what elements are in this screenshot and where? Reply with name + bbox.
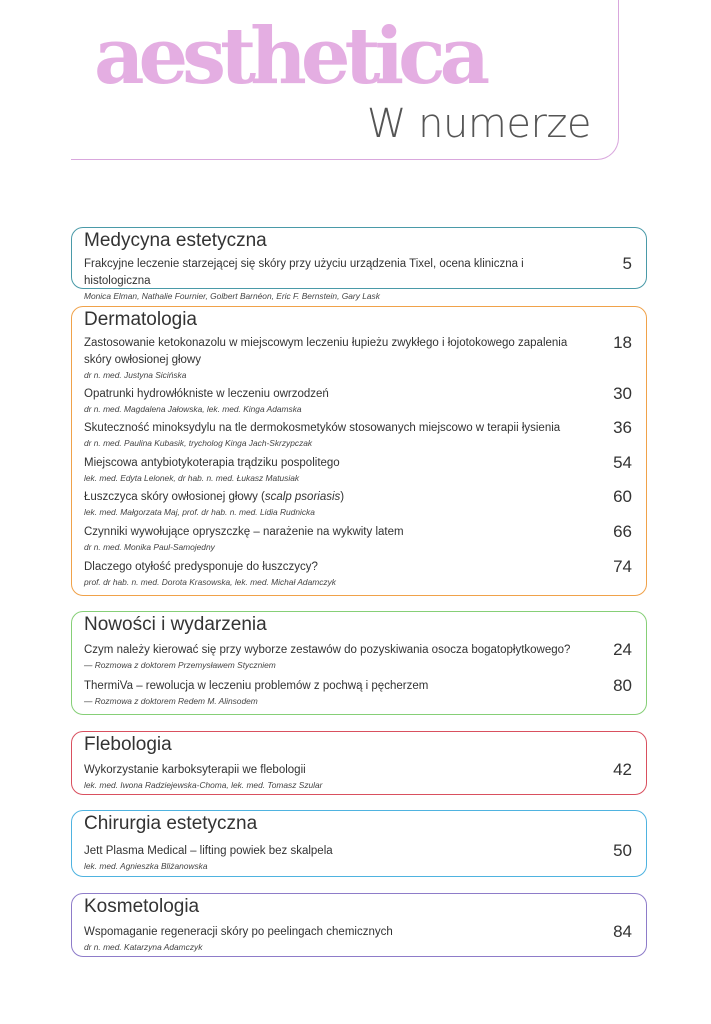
article-entry[interactable]	[84, 559, 632, 588]
page-number: 54	[613, 453, 632, 472]
article-title: ThermiVa – rewolucja w leczeniu problemów z pochwą i pęcherzem	[84, 680, 429, 692]
article-title: Czynniki wywołujące opryszczkę – narażenie na wykwity latem	[84, 526, 404, 538]
article-entry[interactable]	[84, 489, 632, 518]
section-title: Kosmetologia	[84, 896, 200, 917]
page-number: 74	[613, 557, 632, 576]
section-title: Medycyna estetyczna	[84, 230, 267, 251]
article-entry[interactable]	[84, 678, 632, 707]
article-title: Frakcyjne leczenie starzejącej się skóry przy użyciu urządzenia Tixel, ocena kliniczna i histologiczna	[84, 258, 524, 287]
article-entry[interactable]	[84, 762, 632, 791]
article-authors: dr n. med. Katarzyna Adamczyk	[84, 942, 203, 952]
article-authors: — Rozmowa z doktorem Redem M. Alinsodem	[84, 696, 258, 706]
page-number: 30	[613, 384, 632, 403]
section-dermatologia	[71, 306, 647, 596]
page-number: 24	[613, 640, 632, 659]
article-entry[interactable]	[84, 455, 632, 484]
article-authors: prof. dr hab. n. med. Dorota Krasowska, lek. med. Michał Adamczyk	[84, 577, 336, 587]
page-number: 18	[613, 333, 632, 352]
section-kosmetologia	[71, 893, 647, 957]
article-entry[interactable]	[84, 524, 632, 553]
article-title: Miejscowa antybiotykoterapia trądziku pospolitego	[84, 457, 340, 469]
brand-logo: aesthetica	[94, 11, 485, 102]
page-number: 60	[613, 487, 632, 506]
article-entry[interactable]	[84, 335, 632, 381]
page-number: 36	[613, 418, 632, 437]
section-flebologia	[71, 731, 647, 795]
article-authors: lek. med. Małgorzata Maj, prof. dr hab. n. med. Lidia Rudnicka	[84, 507, 315, 517]
article-title-italic: scalp psoriasis	[264, 491, 341, 503]
article-authors: dr n. med. Justyna Sicińska	[84, 370, 187, 380]
article-title	[84, 489, 632, 506]
section-title: Flebologia	[84, 734, 172, 755]
article-authors: dr n. med. Monika Paul-Samojedny	[84, 542, 215, 552]
page-title: W numerze	[366, 101, 591, 147]
article-title: Wykorzystanie karboksyterapii we flebologii	[84, 764, 306, 776]
section-title: Chirurgia estetyczna	[84, 813, 258, 834]
article-title: Jett Plasma Medical – lifting powiek bez skalpela	[84, 845, 333, 857]
page-number: 66	[613, 522, 632, 541]
article-entry[interactable]	[84, 256, 632, 302]
page-number: 42	[613, 760, 632, 779]
article-authors: Monica Elman, Nathalie Fournier, Golbert Barnéon, Eric F. Bernstein, Gary Lask	[84, 291, 380, 301]
article-title: Opatrunki hydrowłókniste w leczeniu owrzodzeń	[84, 388, 329, 400]
article-entry[interactable]	[84, 420, 632, 449]
section-chirurgia-estetyczna	[71, 810, 647, 877]
article-entry[interactable]	[84, 642, 632, 671]
article-title: Czym należy kierować się przy wyborze zestawów do pozyskiwania osocza bogatopłytkowego?	[84, 644, 571, 656]
article-title: Wspomaganie regeneracji skóry po peelingach chemicznych	[84, 926, 393, 938]
article-title: Skuteczność minoksydylu na tle dermokosmetyków stosowanych miejscowo w terapii łysienia	[84, 422, 561, 434]
page-number: 80	[613, 676, 632, 695]
article-authors: — Rozmowa z doktorem Przemysławem Styczniem	[84, 660, 276, 670]
article-title: Zastosowanie ketokonazolu w miejscowym leczeniu łupieżu zwykłego i łojotokowego zapalenia skóry owłosionej głowy	[84, 337, 568, 366]
article-authors: lek. med. Agnieszka Bliżanowska	[84, 861, 208, 871]
article-authors: lek. med. Edyta Lelonek, dr hab. n. med. Łukasz Matusiak	[84, 473, 300, 483]
article-authors: dr n. med. Magdalena Jałowska, lek. med. Kinga Adamska	[84, 404, 302, 414]
article-title: Dlaczego otyłość predysponuje do łuszczycy?	[84, 561, 318, 573]
page-number: 84	[613, 922, 632, 941]
section-nowosci-i-wydarzenia	[71, 611, 647, 715]
page-number: 50	[613, 841, 632, 860]
article-authors: dr n. med. Paulina Kubasik, trycholog Kinga Jach-Skrzypczak	[84, 438, 313, 448]
article-entry[interactable]	[84, 386, 632, 415]
page-number: 5	[622, 254, 632, 273]
article-authors: lek. med. Iwona Radziejewska-Choma, lek. med. Tomasz Szular	[84, 780, 323, 790]
article-entry[interactable]	[84, 843, 632, 872]
section-title: Dermatologia	[84, 309, 197, 330]
section-medycyna-estetyczna	[71, 227, 647, 301]
article-entry[interactable]	[84, 924, 632, 953]
section-title: Nowości i wydarzenia	[84, 614, 267, 635]
article-title-part: )	[340, 491, 345, 503]
article-title-part: Łuszczyca skóry owłosionej głowy (	[84, 491, 265, 503]
